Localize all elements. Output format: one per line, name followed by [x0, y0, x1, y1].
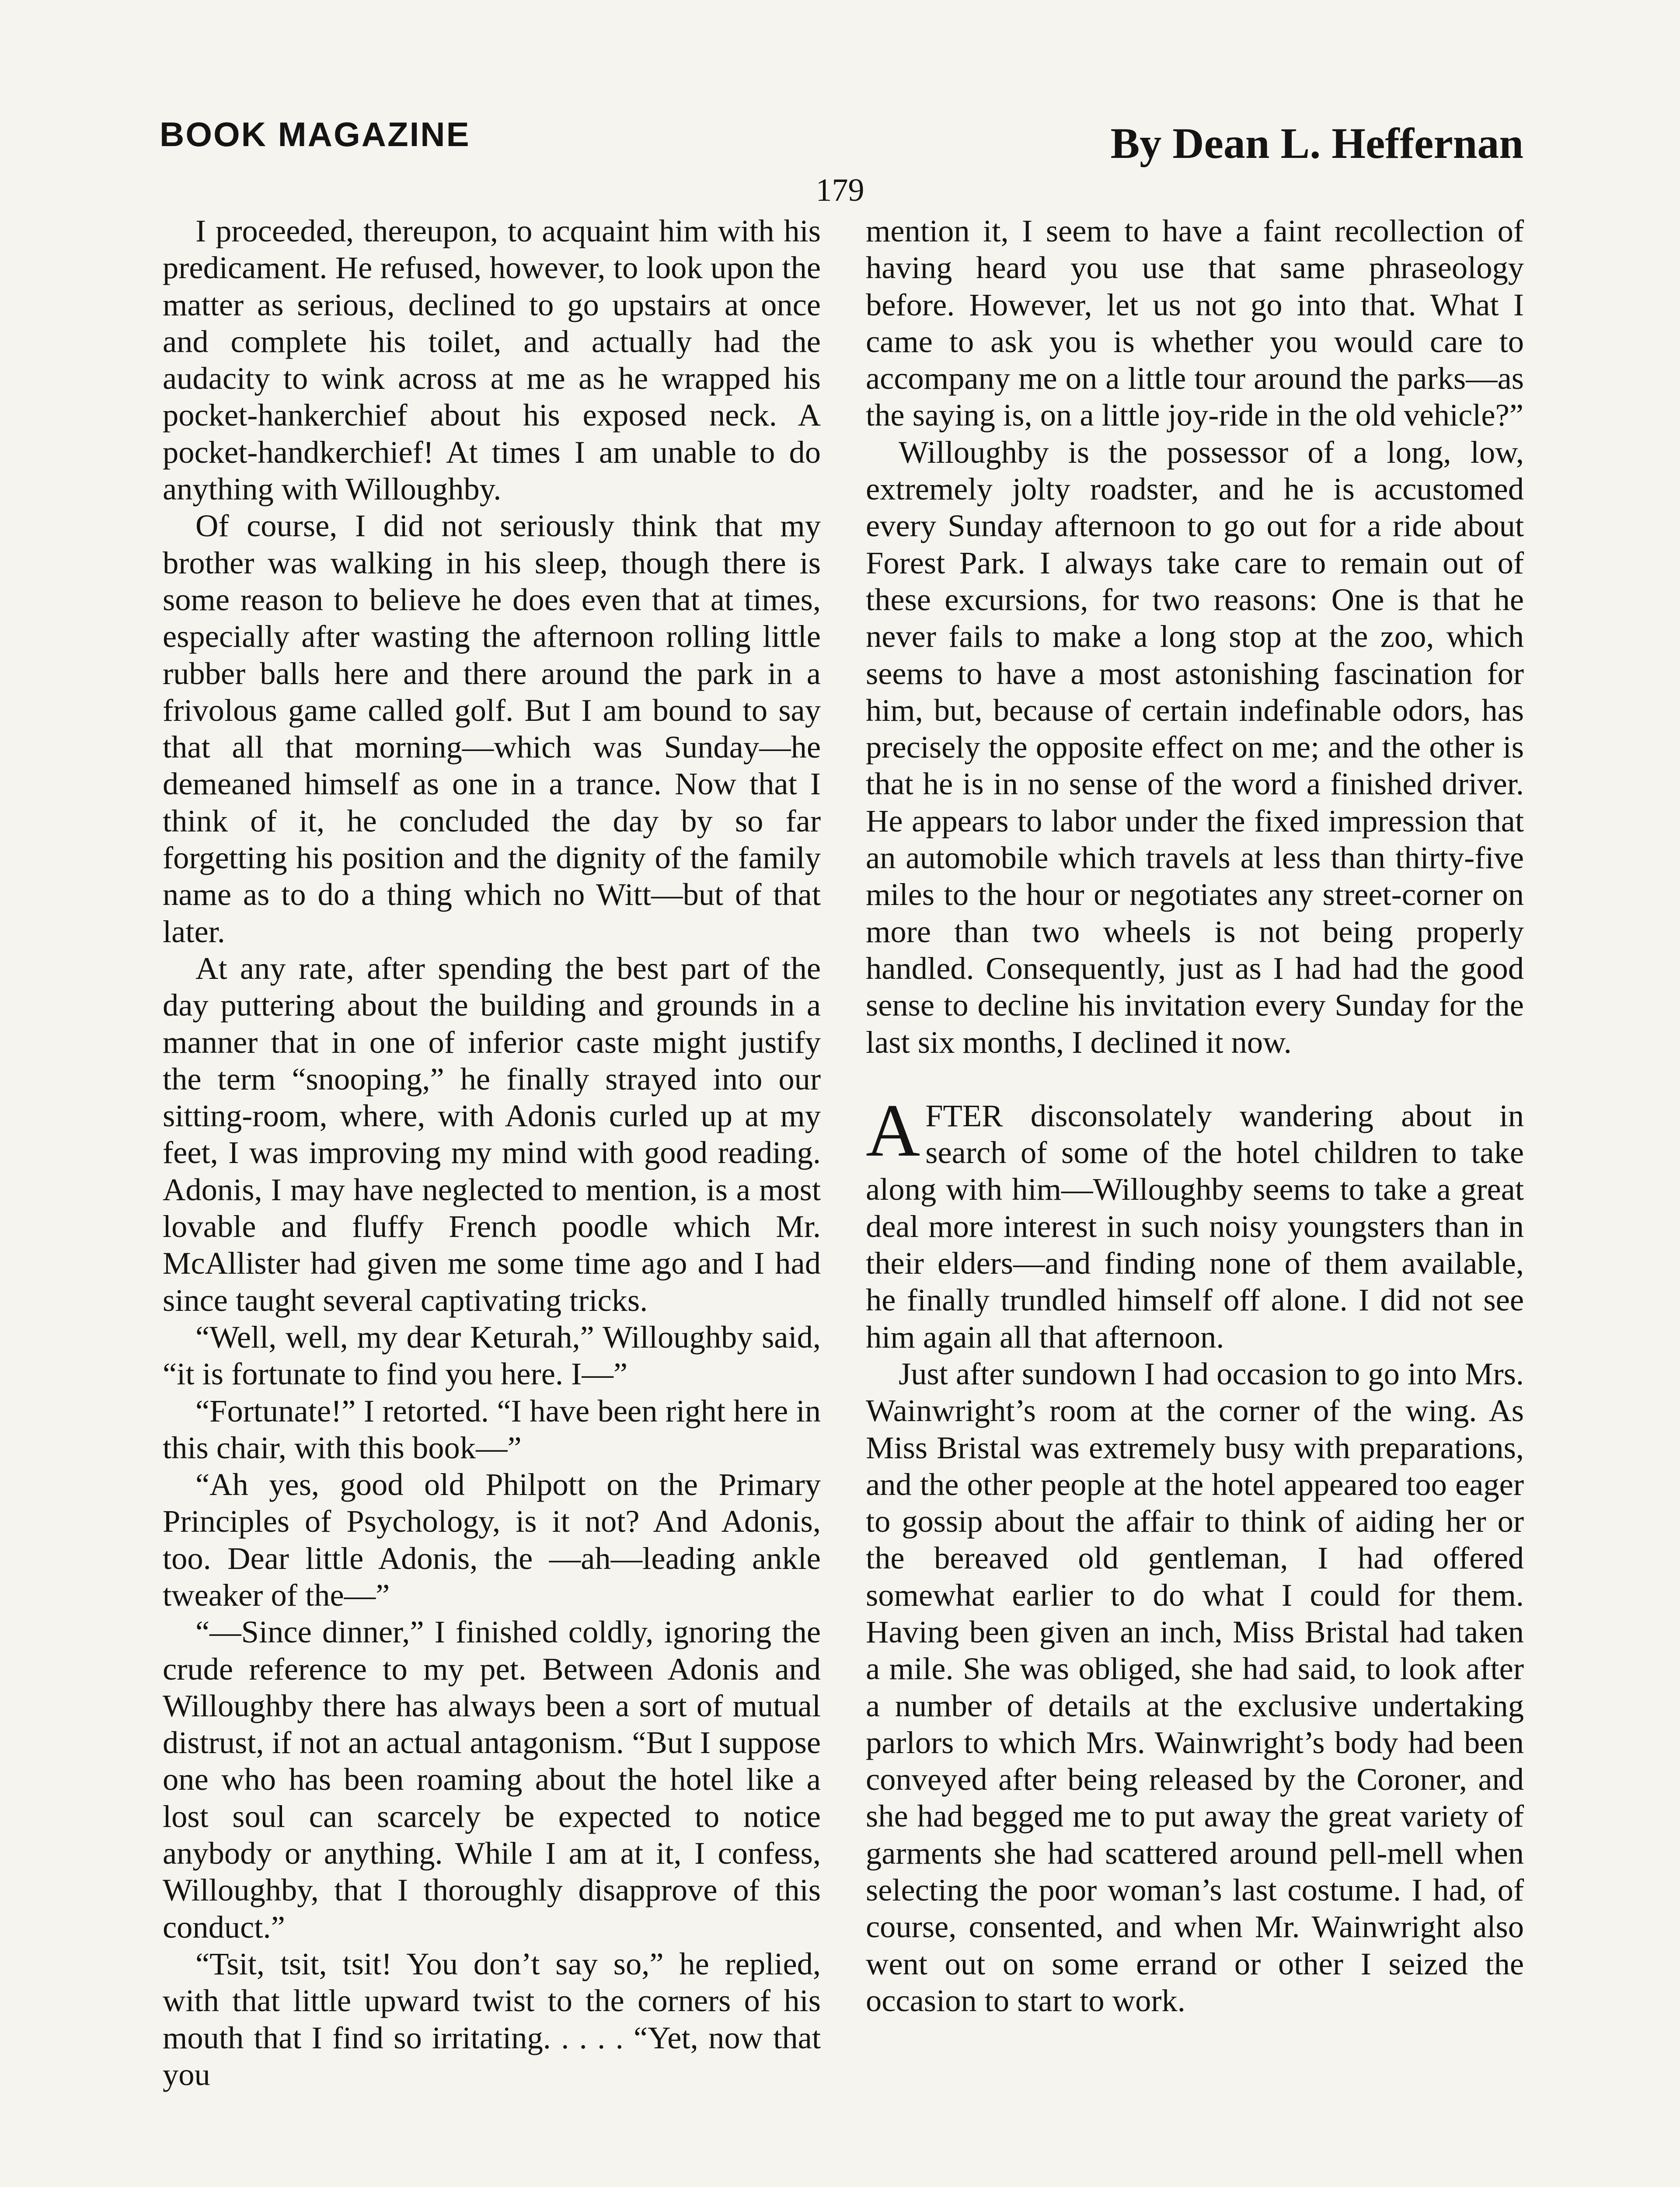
right-column [866, 213, 1524, 2019]
paragraph: “—Since dinner,” I finished coldly, ignoring the crude reference to my pet. Between Adonis and Willoughby there has always been a sort of mutual distrust, if not an actual antagonism. “But I suppose one who has been roaming about the hotel like a lost soul can scarcely be expected to notice anybody or anything. While I am at it, I confess, Willoughby, that I thoroughly disapprove of this conduct.” [163, 1614, 821, 1945]
continued-paragraph: mention it, I seem to have a faint recollection of having heard you use that same phraseology before. However, let us not go into that. What I came to ask you is whether you would care to accompany me on a little tour around the parks—as the saying is, on a little joy-ride in the old vehicle?” [866, 213, 1524, 433]
drop-cap-letter: A [866, 1089, 920, 1172]
left-column [163, 213, 821, 2093]
paragraph: Willoughby is the possessor of a long, low, extremely jolty roadster, and he is accustomed every Sunday afternoon to go out for a ride about Forest Park. I always take care to remain out of these excursions, for two reasons: One is that he never fails to make a long stop at the zoo, which seems to have a most astonishing fascination for him, but, because of certain indefinable odors, has precisely the opposite effect on me; and the other is that he is in no sense of the word a finished driver. He appears to labor under the fixed impression that an automobile which travels at less than thirty-five miles to the hour or negotiates any street-corner on more than two wheels is not being properly handled. Consequently, just as I had had the good sense to decline his invitation every Sunday for the last six months, I declined it now. [866, 434, 1524, 1060]
section-break [866, 1061, 1524, 1097]
paragraph: At any rate, after spending the best part of the day puttering about the building and grounds in a manner that in one of inferior caste might justify the term “snooping,” he finally strayed into our sitting-room, where, with Adonis curled up at my feet, I was improving my mind with good reading. Adonis, I may have neglected to mention, is a most lovable and fluffy French poodle which Mr. McAllister had given me some time ago and I had since taught several captivating tricks. [163, 950, 821, 1318]
drop-cap-paragraph [866, 1089, 1524, 1356]
paragraph: Of course, I did not seriously think that my brother was walking in his sleep, though there is some reason to believe he does even that at times, especially after wasting the afternoon rolling little rubber balls here and there around the park in a frivolous game called golf. But I am bound to say that all that morning—which was Sunday—he demeaned himself as one in a trance. Now that I think of it, he concluded the day by so far forgetting his position and the dignity of the family name as to do a thing which no Witt—but of that later. [163, 508, 821, 949]
drop-cap-word: FTER [925, 1097, 1003, 1133]
paragraph: “Tsit, tsit, tsit! You don’t say so,” he replied, with that little upward twist to the corners of his mouth that I find so irritating. . . . . “Yet, now that you [163, 1946, 821, 2092]
drop-cap-paragraph-text: disconsolately wandering about in search of some of the hotel children to take along with him—Willoughby seems to take a great deal more interest in such noisy youngsters than in their elders—and finding none of them available, he finally trundled himself off alone. I did not see him again all that afternoon. [866, 1097, 1524, 1355]
paragraph: Just after sundown I had occasion to go into Mrs. Wainwright’s room at the corner of the wing. As Miss Bristal was extremely busy with preparations, and the other people at the hotel appeared too eager to gossip about the affair to think of aiding her or the bereaved old gentleman, I had offered somewhat earlier to do what I could for them. Having been given an inch, Miss Bristal had taken a mile. She was obliged, she had said, to look after a number of details at the exclusive undertaking parlors to which Mrs. Wainwright’s body had been conveyed after being released by the Coroner, and she had begged me to put away the great variety of garments she had scattered around pell-mell when selecting the poor woman’s last costume. I had, of course, consented, and when Mr. Wainwright also went out on some errand or other I seized the occasion to start to work. [866, 1356, 1524, 2018]
paragraph: “Fortunate!” I retorted. “I have been right here in this chair, with this book—” [163, 1393, 821, 1465]
paragraph: “Well, well, my dear Keturah,” Willoughby said, “it is fortunate to find you here. I—” [163, 1319, 821, 1392]
page-number: 179 [816, 172, 864, 208]
author-byline: By Dean L. Heffernan [1110, 119, 1523, 168]
paragraph: I proceeded, thereupon, to acquaint him with his predicament. He refused, however, to look upon the matter as serious, declined to go upstairs at once and complete his toilet, and actually had the audacity to wink across at me as he wrapped his pocket-hankerchief about his exposed neck. A pocket-handkerchief! At times I am unable to do anything with Willoughby. [163, 213, 821, 507]
paragraph: “Ah yes, good old Philpott on the Primary Principles of Psychology, is it not? And Adonis, too. Dear little Adonis, the —ah—leading ankle tweaker of the—” [163, 1467, 821, 1613]
magazine-title: BOOK MAGAZINE [160, 115, 471, 154]
